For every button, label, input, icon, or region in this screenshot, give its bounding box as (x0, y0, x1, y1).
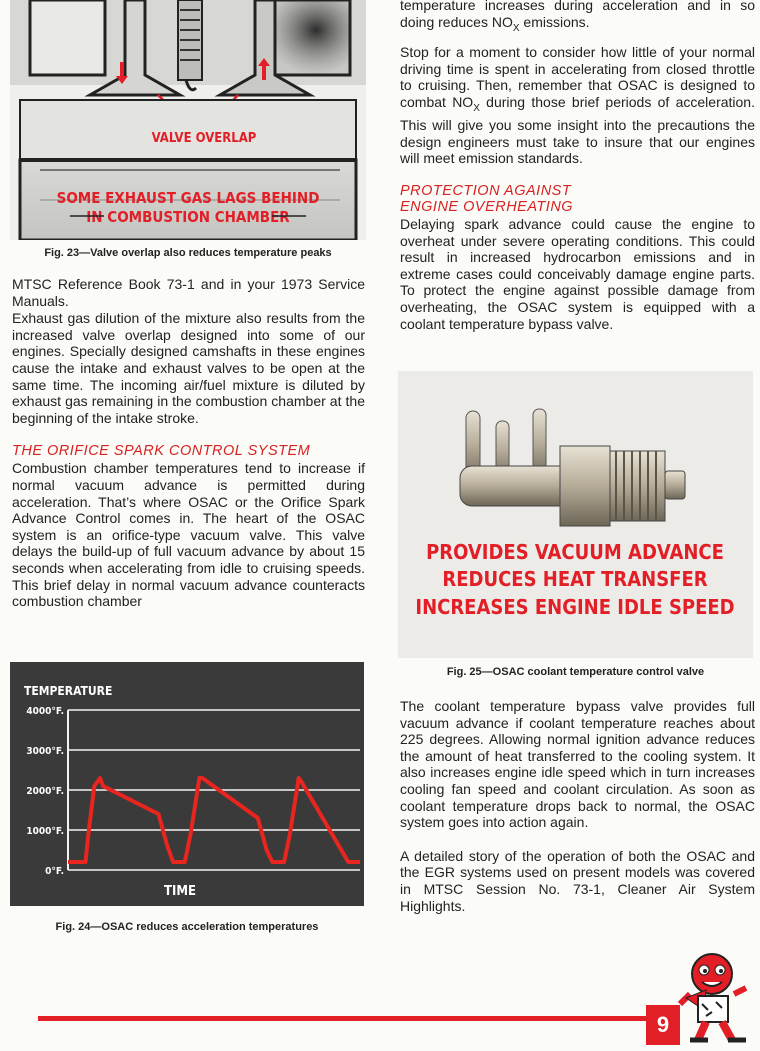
right-para-top (400, 0, 755, 37)
right-column-top (400, 0, 755, 332)
exhaust-lag-label-1: SOME EXHAUST GAS LAGS BEHIND (56, 189, 320, 207)
mascot-icon (676, 952, 756, 1047)
right-para-coolant: The coolant temperature bypass valve provides full vacuum advance if coolant temperature reaches about 225 degrees. Allowing normal ignition advance reduces the amount of heat transferred to the cooling system. It also increases engine idle speed which in turn increases cooling fan speed and coolant circulation. As soon as coolant temperature drops back to normal, the OSAC system goes into action again. (400, 698, 755, 831)
fig23-illustration (10, 0, 366, 240)
fig25-line-2: REDUCES HEAT TRANSFER (442, 567, 708, 591)
right-para-protect: Delaying spark advance could cause the engine to overheat under severe operating conditions. This could result in increased hydrocarbon emissions and in extreme cases could conceivably damage engine parts. To protect the engine against possible damage from overheating, the OSAC system is equipped with a coolant temperature bypass valve. (400, 215, 755, 332)
fig25-line-3: INCREASES ENGINE IDLE SPEED (415, 595, 735, 619)
right-para-top-text-1: temperature increases during acceleration and in so doing reduces NO (400, 0, 755, 30)
protection-title-1: PROTECTION AGAINST (400, 182, 572, 199)
protection-title-2: ENGINE OVERHEATING (400, 198, 574, 215)
coolant-valve-drawing (398, 371, 753, 658)
valve-overlap-drawing (10, 0, 366, 240)
chart-ylabel: TEMPERATURE (24, 684, 113, 698)
left-para-2: Exhaust gas dilution of the mixture also results from the increased valve overlap designed into some of our engines. Specially designed camshafts in these engines cause the intake and exhaust valves to be open at the same time. The incoming air/fuel mixture is diluted by exhaust gas remaining in the combustion chamber at the beginning of the intake stroke. (12, 310, 365, 426)
y-tick-label: 3000°F. (26, 746, 64, 757)
y-tick-label: 1000°F. (26, 826, 64, 837)
left-para-1: MTSC Reference Book 73-1 and in your 1973 Service Manuals. (12, 276, 365, 309)
y-tick-label: 2000°F. (26, 786, 64, 797)
left-para-3: Combustion chamber temperatures tend to increase if normal vacuum advance is permitted during acceleration. That’s where OSAC or the Orifice Spark Advance Control comes in. The heart of the OSAC system is an orifice-type vacuum valve. This valve delays the build-up of full vacuum advance by about 15 seconds when accelerating from idle to cruising speeds. This brief delay in normal vacuum advance counteracts combustion chamber (12, 460, 365, 610)
right-para-detail: A detailed story of the operation of both the OSAC and the EGR systems used on present models was covered in MTSC Session No. 73-1, Cleaner Air System Highlights. (400, 847, 755, 914)
orifice-section-title: THE ORIFICE SPARK CONTROL SYSTEM (12, 443, 311, 460)
fig25-line-1: PROVIDES VACUUM ADVANCE (426, 540, 724, 564)
fig25-caption: Fig. 25—OSAC coolant temperature control valve (446, 666, 705, 678)
temperature-chart (10, 662, 364, 906)
nox-subscript-2: X (473, 102, 480, 114)
fig24-chart (10, 662, 364, 906)
footer-rule (38, 1016, 646, 1021)
right-para-stop-text-2: during those brief periods of acceleration. This will give you some insight into the precautions the design engineers must take to insure that our engines will meet emission standards. (400, 93, 755, 167)
y-tick-label: 0°F. (45, 866, 64, 877)
right-para-top-text-2: emissions. (519, 13, 590, 30)
left-column (12, 276, 365, 610)
nox-subscript-1: X (512, 22, 520, 34)
fig23-caption: Fig. 23—Valve overlap also reduces temperature peaks (44, 247, 332, 259)
exhaust-lag-label-2: IN COMBUSTION CHAMBER (86, 208, 290, 226)
chart-xlabel: TIME (164, 884, 196, 899)
valve-overlap-label: VALVE OVERLAP (151, 131, 257, 146)
right-column-bottom (400, 698, 755, 914)
y-tick-label: 4000°F. (26, 706, 64, 717)
fig24-caption: Fig. 24—OSAC reduces acceleration temperatures (55, 921, 319, 933)
page-number: 9 (646, 1005, 680, 1045)
fig25-photo (398, 371, 753, 658)
right-para-stop-text-1: Stop for a moment to consider how little of your normal driving time is spent in accelerating from closed throttle to cruising. Then, remember that OSAC is designed to combat NO (400, 43, 755, 110)
right-para-stop (400, 44, 755, 167)
